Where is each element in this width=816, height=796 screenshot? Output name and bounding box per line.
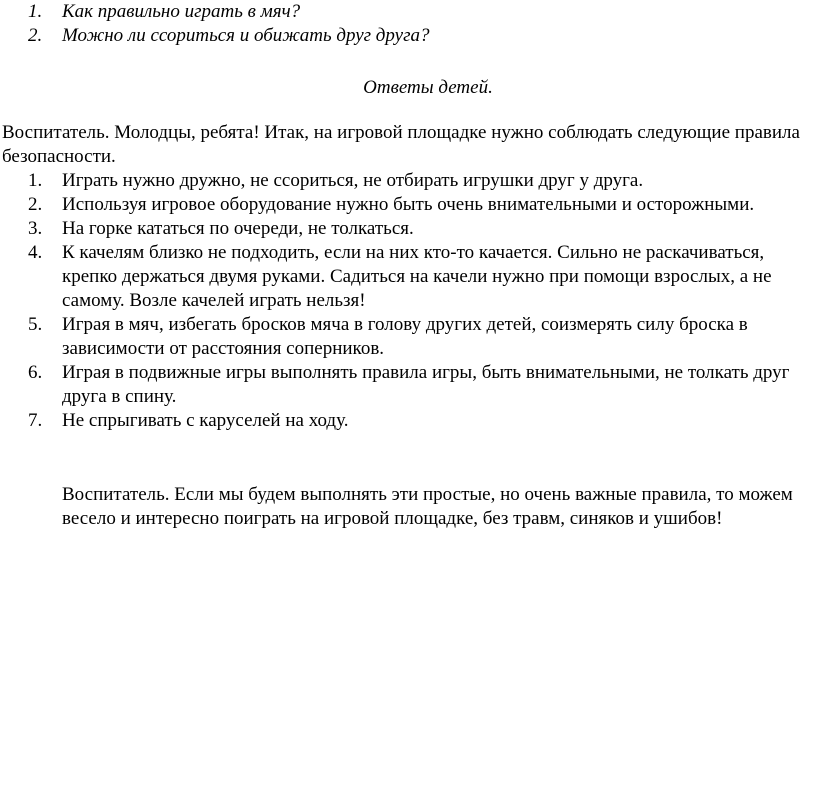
rule-text: Играть нужно дружно, не ссориться, не отбирать игрушки друг у друга. bbox=[62, 170, 644, 191]
list-number: 1. bbox=[28, 1, 43, 22]
question-text: Как правильно играть в мяч? bbox=[62, 1, 301, 22]
list-item bbox=[0, 409, 816, 433]
list-item bbox=[0, 217, 816, 241]
list-number: 5. bbox=[28, 314, 43, 335]
question-list bbox=[0, 0, 816, 48]
list-item bbox=[0, 313, 816, 361]
list-number: 2. bbox=[28, 194, 43, 215]
rule-text: Играя в мяч, избегать бросков мяча в голову других детей, соизмерять силу броска в зависимости от расстояния соперников. bbox=[62, 314, 748, 359]
rule-text: К качелям близко не подходить, если на них кто-то качается. Сильно не раскачиваться, крепко держаться двумя руками. Садиться на качели нужно при помощи взрослых, а не самому. Возле качелей играть нельзя! bbox=[62, 242, 772, 311]
rule-text: На горке кататься по очереди, не толкаться. bbox=[62, 218, 414, 239]
rule-text: Не спрыгивать с каруселей на ходу. bbox=[62, 410, 349, 431]
closing-paragraph: Воспитатель. Если мы будем выполнять эти простые, но очень важные правила, то можем весело и интересно поиграть на игровой площадке, без травм, синяков и ушибов! bbox=[62, 484, 793, 529]
answers-label: Ответы детей. bbox=[363, 77, 493, 98]
list-item bbox=[0, 0, 816, 24]
intro-paragraph: Воспитатель. Молодцы, ребята! Итак, на игровой площадке нужно соблюдать следующие правила безопасности. bbox=[2, 122, 800, 167]
rules-list bbox=[0, 169, 816, 433]
rule-text: Используя игровое оборудование нужно быть очень внимательными и осторожными. bbox=[62, 194, 755, 215]
rule-text: Играя в подвижные игры выполнять правила игры, быть внимательными, не толкать друг друга в спину. bbox=[62, 362, 790, 407]
list-item bbox=[0, 241, 816, 313]
list-number: 7. bbox=[28, 410, 43, 431]
list-item bbox=[0, 169, 816, 193]
list-number: 6. bbox=[28, 362, 43, 383]
list-item bbox=[0, 193, 816, 217]
list-number: 4. bbox=[28, 242, 43, 263]
list-item bbox=[0, 24, 816, 48]
list-number: 2. bbox=[28, 25, 43, 46]
list-item bbox=[0, 361, 816, 409]
list-number: 1. bbox=[28, 170, 43, 191]
question-text: Можно ли ссориться и обижать друг друга? bbox=[62, 25, 430, 46]
list-number: 3. bbox=[28, 218, 43, 239]
